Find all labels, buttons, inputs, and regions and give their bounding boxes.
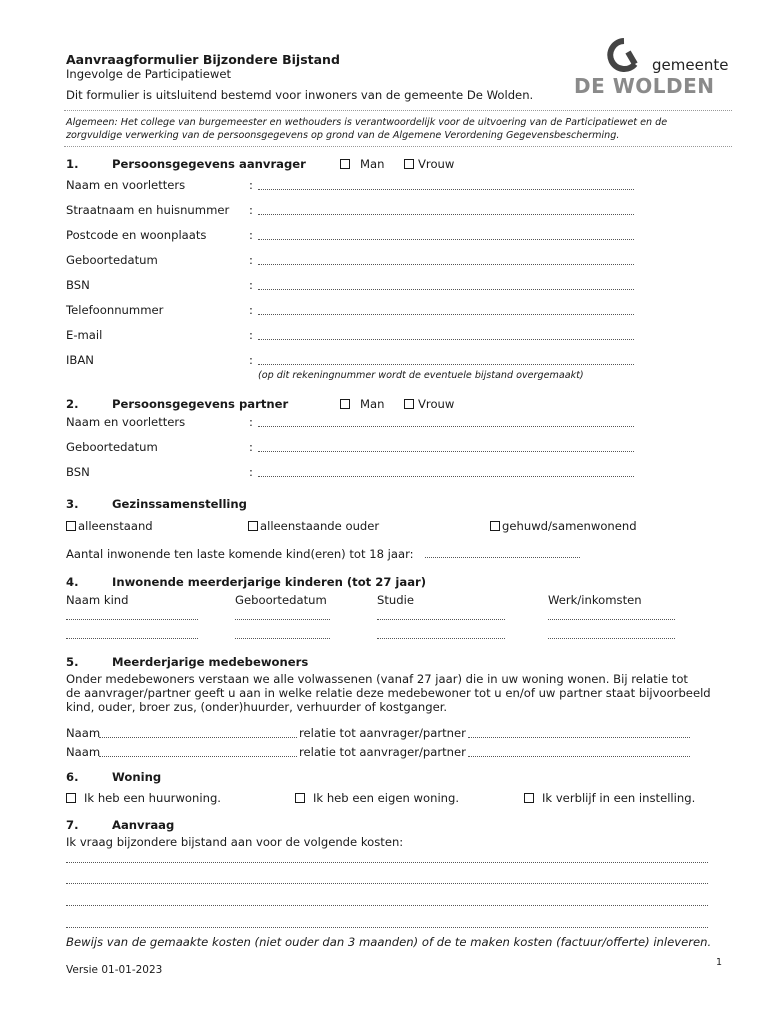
section5-text-3: kind, ouder, broer zus, (onder)huurder, verhuurder of kostganger. xyxy=(66,700,448,714)
medebewoner2-relatie-label: relatie tot aanvrager/partner xyxy=(299,745,466,759)
applicant-label: Geboortedatum xyxy=(66,253,158,267)
municipality-logo xyxy=(574,38,734,96)
section2-number: 2. xyxy=(66,397,79,411)
logo-bottom-text: DE WOLDEN xyxy=(574,74,715,98)
section4-number: 4. xyxy=(66,575,79,589)
kind2-werk[interactable] xyxy=(548,638,675,639)
section7-title: Aanvraag xyxy=(112,818,175,832)
children-field[interactable] xyxy=(425,557,580,558)
page-number: 1 xyxy=(716,957,723,968)
section5-number: 5. xyxy=(66,655,79,669)
section7-number: 7. xyxy=(66,818,79,832)
medebewoner1-relatie-field[interactable] xyxy=(468,737,690,738)
applicant-colon: : xyxy=(249,203,253,217)
checkbox-gehuwd[interactable] xyxy=(490,521,500,531)
kind1-studie[interactable] xyxy=(377,619,505,620)
partner-label: Geboortedatum xyxy=(66,440,158,454)
medebewoner1-naam-field[interactable] xyxy=(99,737,297,738)
section5-text-2: de aanvrager/partner geeft u aan in welke relatie deze medebewoner tot u en/of uw partner staat bijvoorbeeld xyxy=(66,686,711,700)
checkbox-alleenstaand[interactable] xyxy=(66,521,76,531)
applicant-field[interactable] xyxy=(258,239,634,240)
proof-note: Bewijs van de gemaakte kosten (niet ouder dan 3 maanden) of de te maken kosten (factuur/offerte) inleveren. xyxy=(66,935,712,949)
section5-text-1: Onder medebewoners verstaan we alle volwassenen (vanaf 27 jaar) die in uw woning wonen. Bij relatie tot xyxy=(66,672,688,686)
section1-title: Persoonsgegevens aanvrager xyxy=(112,157,306,171)
section6-title: Woning xyxy=(112,770,162,784)
partner-colon: : xyxy=(249,415,253,429)
kind1-geboortedatum[interactable] xyxy=(235,619,330,620)
applicant-label: Telefoonnummer xyxy=(66,303,164,317)
checkbox-alleenstaande-ouder[interactable] xyxy=(248,521,258,531)
section3-title: Gezinssamenstelling xyxy=(112,497,247,511)
kosten-line-4[interactable] xyxy=(66,927,708,928)
kind1-naam[interactable] xyxy=(66,619,198,620)
section3-number: 3. xyxy=(66,497,79,511)
applicant-field[interactable] xyxy=(258,214,634,215)
applicant-label: IBAN xyxy=(66,353,94,367)
kind2-geboortedatum[interactable] xyxy=(235,638,330,639)
kosten-line-2[interactable] xyxy=(66,883,708,884)
applicant-label: Naam en voorletters xyxy=(66,178,186,192)
partner-field[interactable] xyxy=(258,426,634,427)
checkbox-partner-vrouw[interactable] xyxy=(404,399,414,409)
option-alleenstaand[interactable]: alleenstaand xyxy=(66,519,153,533)
divider-bottom xyxy=(64,146,732,147)
option-eigen-woning[interactable]: Ik heb een eigen woning. xyxy=(295,791,459,805)
form-intro: Dit formulier is uitsluitend bestemd voor inwoners van de gemeente De Wolden. xyxy=(66,88,534,102)
option-huurwoning[interactable]: Ik heb een huurwoning. xyxy=(66,791,221,805)
form-subtitle: Ingevolge de Participatiewet xyxy=(66,67,232,81)
kosten-line-1[interactable] xyxy=(66,862,708,863)
col-geboortedatum: Geboortedatum xyxy=(235,593,327,607)
kind1-werk[interactable] xyxy=(548,619,675,620)
medebewoner2-relatie-field[interactable] xyxy=(468,756,690,757)
applicant-field[interactable] xyxy=(258,264,634,265)
checkbox-eigen-woning[interactable] xyxy=(295,793,305,803)
general-line-1: Algemeen: Het college van burgemeester en wethouders is verantwoordelijk voor de uitvoering van de Participatiewet en de xyxy=(66,117,668,128)
medebewoner2-naam-field[interactable] xyxy=(99,756,297,757)
checkbox-vrouw[interactable] xyxy=(404,159,414,169)
partner-field[interactable] xyxy=(258,476,634,477)
general-line-2: zorgvuldige verwerking van de persoonsgegevens op grond van de Algemene Verordening Gegevensbescherming. xyxy=(66,130,620,141)
partner-field[interactable] xyxy=(258,451,634,452)
option-gehuwd[interactable]: gehuwd/samenwonend xyxy=(490,519,637,533)
applicant-field[interactable] xyxy=(258,364,634,365)
section7-text: Ik vraag bijzondere bijstand aan voor de volgende kosten: xyxy=(66,835,404,849)
applicant-label: Straatnaam en huisnummer xyxy=(66,203,230,217)
applicant-colon: : xyxy=(249,278,253,292)
section1-man-option[interactable]: Man xyxy=(340,157,384,171)
section2-title: Persoonsgegevens partner xyxy=(112,397,289,411)
section5-title: Meerderjarige medebewoners xyxy=(112,655,309,669)
applicant-field[interactable] xyxy=(258,339,634,340)
children-label: Aantal inwonende ten laste komende kind(eren) tot 18 jaar: xyxy=(66,547,414,561)
medebewoner2-naam-label: Naam xyxy=(66,745,101,759)
partner-colon: : xyxy=(249,465,253,479)
col-naam-kind: Naam kind xyxy=(66,593,129,607)
kosten-line-3[interactable] xyxy=(66,905,708,906)
applicant-colon: : xyxy=(249,228,253,242)
applicant-colon: : xyxy=(249,328,253,342)
checkbox-instelling[interactable] xyxy=(524,793,534,803)
iban-note: (op dit rekeningnummer wordt de eventuele bijstand overgemaakt) xyxy=(258,370,584,381)
partner-label: BSN xyxy=(66,465,90,479)
version-label: Versie 01-01-2023 xyxy=(66,964,163,976)
applicant-field[interactable] xyxy=(258,314,634,315)
section6-number: 6. xyxy=(66,770,79,784)
partner-label: Naam en voorletters xyxy=(66,415,186,429)
applicant-field[interactable] xyxy=(258,289,634,290)
applicant-label: Postcode en woonplaats xyxy=(66,228,207,242)
col-studie: Studie xyxy=(377,593,414,607)
option-instelling[interactable]: Ik verblijf in een instelling. xyxy=(524,791,695,805)
logo-mark-icon xyxy=(604,38,644,74)
checkbox-huurwoning[interactable] xyxy=(66,793,76,803)
option-alleenstaande-ouder[interactable]: alleenstaande ouder xyxy=(248,519,379,533)
section2-man-option[interactable]: Man xyxy=(340,397,384,411)
applicant-colon: : xyxy=(249,353,253,367)
section1-vrouw-option[interactable]: Vrouw xyxy=(404,157,454,171)
partner-colon: : xyxy=(249,440,253,454)
logo-top-text: gemeente xyxy=(652,56,729,74)
applicant-colon: : xyxy=(249,178,253,192)
kind2-naam[interactable] xyxy=(66,638,198,639)
checkbox-man[interactable] xyxy=(340,159,350,169)
kind2-studie[interactable] xyxy=(377,638,505,639)
medebewoner1-relatie-label: relatie tot aanvrager/partner xyxy=(299,726,466,740)
section2-vrouw-option[interactable]: Vrouw xyxy=(404,397,454,411)
applicant-label: E-mail xyxy=(66,328,103,342)
applicant-colon: : xyxy=(249,303,253,317)
col-werk: Werk/inkomsten xyxy=(548,593,642,607)
divider-top xyxy=(64,110,732,111)
applicant-label: BSN xyxy=(66,278,90,292)
form-title: Aanvraagformulier Bijzondere Bijstand xyxy=(66,52,340,67)
medebewoner1-naam-label: Naam xyxy=(66,726,101,740)
section4-title: Inwonende meerderjarige kinderen (tot 27 jaar) xyxy=(112,575,427,589)
applicant-field[interactable] xyxy=(258,189,634,190)
section1-number: 1. xyxy=(66,157,79,171)
checkbox-partner-man[interactable] xyxy=(340,399,350,409)
applicant-colon: : xyxy=(249,253,253,267)
